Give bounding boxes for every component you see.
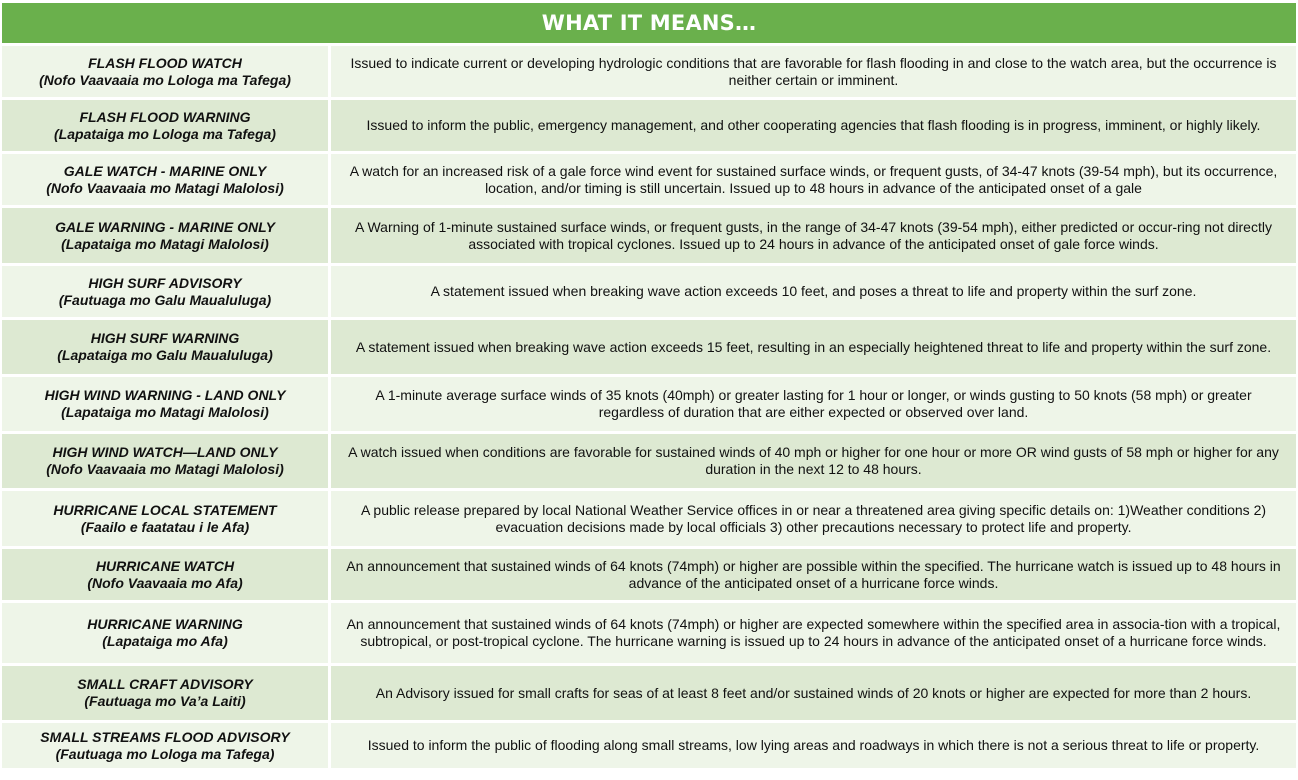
- term-cell: [2, 491, 328, 546]
- term-name: SMALL STREAMS FLOOD ADVISORY: [40, 728, 290, 745]
- term-samoan: (Nofo Vaavaaia mo Matagi Malolosi): [46, 179, 284, 196]
- description-cell: A public release prepared by local National Weather Service offices in or near a threatened area giving specific details on: 1)Weather conditions 2) evacuation decisions made by local officials 3) other precautions necessary to protect life and property.: [331, 491, 1296, 546]
- table-rows: [2, 46, 1296, 768]
- description-cell: A watch issued when conditions are favorable for sustained winds of 40 mph or higher for one hour or more OR wind gusts of 58 mph or higher for any duration in the next 12 to 48 hours.: [331, 434, 1296, 488]
- term-cell: [2, 434, 328, 488]
- table-row: [2, 549, 1296, 600]
- description-cell: A statement issued when breaking wave action exceeds 15 feet, resulting in an especially heightened threat to life and property within the surf zone.: [331, 320, 1296, 374]
- table-row: [2, 666, 1296, 720]
- term-name: SMALL CRAFT ADVISORY: [77, 676, 253, 692]
- description-cell: A 1-minute average surface winds of 35 knots (40mph) or greater lasting for 1 hour or longer, or winds gusting to 50 knots (58 mph) or greater regardless of duration that are either expected or observed over land.: [331, 377, 1296, 431]
- term-name: HURRICANE LOCAL STATEMENT: [53, 501, 277, 518]
- term-samoan: (Lapataiga mo Matagi Malolosi): [61, 404, 269, 420]
- table-row: [2, 46, 1296, 97]
- description-cell: A statement issued when breaking wave action exceeds 10 feet, and poses a threat to life and property within the surf zone.: [331, 266, 1296, 317]
- description-cell: An announcement that sustained winds of 64 knots (74mph) or higher are possible within the specified. The hurricane watch is issued up to 48 hours in advance of the anticipated onset of a hurricane force winds.: [331, 549, 1296, 600]
- description-cell: An announcement that sustained winds of 64 knots (74mph) or higher are expected somewhere within the specified area in associa-tion with a tropical, subtropical, or post-tropical cyclone. The hurricane warning is issued up to 24 hours in advance of the anticipated onset of a hurricane force winds.: [331, 603, 1296, 663]
- term-cell: [2, 46, 328, 97]
- term-samoan: (Fautuaga mo Galu Maualuluga): [58, 291, 272, 308]
- term-samoan: (Nofo Vaavaaia mo Matagi Malolosi): [46, 461, 284, 477]
- term-samoan: (Lapataiga mo Matagi Malolosi): [61, 235, 269, 252]
- term-cell: [2, 154, 328, 205]
- table-title: WHAT IT MEANS…: [2, 3, 1296, 43]
- term-samoan: (Fautuaga mo Va’a Laiti): [84, 693, 246, 709]
- term-name: GALE WARNING - MARINE ONLY: [55, 218, 275, 235]
- table-row: [2, 154, 1296, 205]
- term-cell: [2, 208, 328, 263]
- term-samoan: (Nofo Vaavaaia mo Afa): [87, 574, 243, 591]
- term-name: HIGH SURF ADVISORY: [88, 274, 242, 291]
- table-row: [2, 723, 1296, 768]
- term-name: HIGH WIND WATCH—LAND ONLY: [52, 444, 278, 460]
- table-row: [2, 603, 1296, 663]
- term-name: HURRICANE WARNING: [87, 616, 243, 632]
- description-cell: Issued to inform the public, emergency management, and other cooperating agencies that flash flooding is in progress, imminent, or highly likely.: [331, 100, 1296, 151]
- table-row: [2, 434, 1296, 488]
- term-cell: [2, 266, 328, 317]
- table-row: [2, 100, 1296, 151]
- glossary-table: [2, 3, 1296, 768]
- term-name: HIGH WIND WARNING - LAND ONLY: [44, 387, 286, 403]
- term-name: HURRICANE WATCH: [95, 557, 235, 574]
- table-row: [2, 320, 1296, 374]
- term-cell: [2, 723, 328, 768]
- term-samoan: (Lapataiga mo Galu Maualuluga): [57, 347, 273, 363]
- table-row: [2, 491, 1296, 546]
- term-cell: [2, 603, 328, 663]
- term-samoan: (Faailo e faatatau i le Afa): [80, 518, 250, 535]
- term-cell: [2, 100, 328, 151]
- description-cell: A watch for an increased risk of a gale force wind event for sustained surface winds, or frequent gusts, of 34-47 knots (39-54 mph), but its occurrence, location, and/or timing is still uncertain. Issued up to 48 hours in advance of the anticipated onset of a gale: [331, 154, 1296, 205]
- table-row: [2, 208, 1296, 263]
- description-cell: Issued to inform the public of flooding along small streams, low lying areas and roadways in which there is not a serious threat to life or property.: [331, 723, 1296, 768]
- table-row: [2, 377, 1296, 431]
- term-cell: [2, 666, 328, 720]
- term-name: FLASH FLOOD WARNING: [79, 108, 251, 125]
- term-name: HIGH SURF WARNING: [90, 330, 240, 346]
- term-samoan: (Lapataiga mo Afa): [102, 633, 228, 649]
- term-name: GALE WATCH - MARINE ONLY: [63, 162, 267, 179]
- term-samoan: (Fautuaga mo Lologa ma Tafega): [55, 745, 275, 762]
- term-samoan: (Lapataiga mo Lologa ma Tafega): [54, 125, 276, 142]
- term-cell: [2, 320, 328, 374]
- term-cell: [2, 549, 328, 600]
- description-cell: Issued to indicate current or developing hydrologic conditions that are favorable for flash flooding in and close to the watch area, but the occurrence is neither certain or imminent.: [331, 46, 1296, 97]
- term-name: FLASH FLOOD WATCH: [88, 54, 242, 71]
- description-cell: A Warning of 1-minute sustained surface winds, or frequent gusts, in the range of 34-47 knots (39-54 mph), either predicted or occur-ring not directly associated with tropical cyclones. Issued up to 24 hours in advance of the anticipated onset of gale force winds.: [331, 208, 1296, 263]
- term-cell: [2, 377, 328, 431]
- description-cell: An Advisory issued for small crafts for seas of at least 8 feet and/or sustained winds of 20 knots or higher are expected for more than 2 hours.: [331, 666, 1296, 720]
- term-samoan: (Nofo Vaavaaia mo Lologa ma Tafega): [39, 71, 291, 88]
- table-row: [2, 266, 1296, 317]
